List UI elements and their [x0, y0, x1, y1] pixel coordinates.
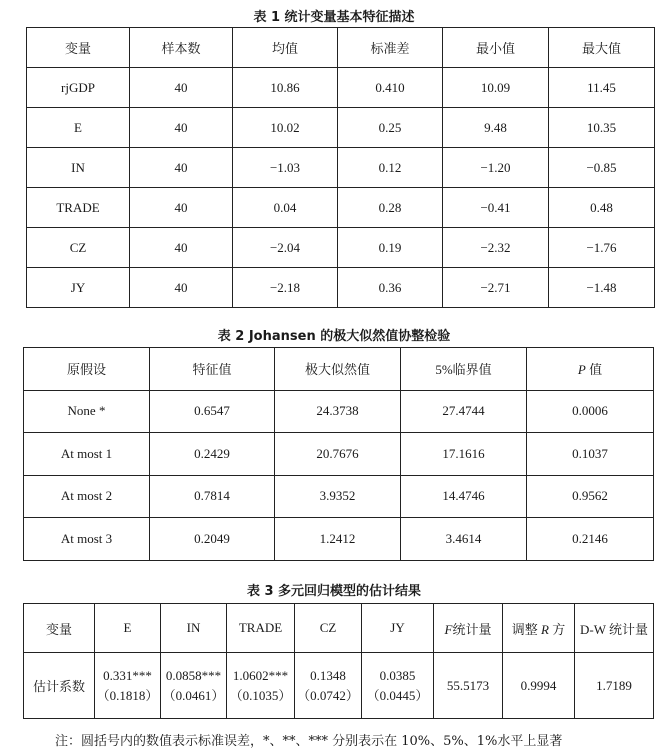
- table1-row: [27, 228, 655, 268]
- table1-row: [27, 268, 655, 308]
- header-mean: 均值: [233, 28, 338, 68]
- table1-header-row: [27, 28, 655, 68]
- value-cell: −1.20: [443, 148, 549, 188]
- value-cell: 0.9562: [527, 475, 654, 518]
- value-cell: 0.12: [338, 148, 443, 188]
- table1-basic-statistics: [26, 27, 655, 308]
- table2-johansen-test: [23, 347, 654, 561]
- coef-std-error: （0.0461）: [162, 687, 225, 703]
- value-cell: −2.04: [233, 228, 338, 268]
- value-cell: 10.35: [549, 108, 655, 148]
- variable-name-cell: JY: [27, 268, 130, 308]
- value-cell: 17.1616: [401, 433, 527, 476]
- value-cell: −1.48: [549, 268, 655, 308]
- table3-regression-results: [23, 603, 654, 719]
- value-cell: 24.3738: [275, 390, 401, 433]
- variable-name-cell: CZ: [27, 228, 130, 268]
- coef-value: 0.0385: [379, 667, 416, 683]
- table2-row: [24, 433, 654, 476]
- table2-row: [24, 518, 654, 561]
- value-cell: 27.4744: [401, 390, 527, 433]
- header-variable: 变量: [24, 604, 95, 653]
- header-critical-value: 5%临界值: [401, 348, 527, 391]
- f-stat-value: 55.5173: [434, 653, 503, 719]
- coef-jy: [362, 653, 434, 719]
- variable-name-cell: rjGDP: [27, 68, 130, 108]
- coef-value: 0.1348: [310, 667, 346, 683]
- coef-value: 0.0858***: [165, 667, 222, 683]
- value-cell: 0.6547: [150, 390, 275, 433]
- coef-value: 0.331***: [103, 667, 152, 683]
- adj-r2-value: 0.9994: [503, 653, 575, 719]
- variable-name-cell: E: [27, 108, 130, 148]
- value-cell: 9.48: [443, 108, 549, 148]
- hypothesis-cell: None *: [24, 390, 150, 433]
- header-cz: CZ: [295, 604, 362, 653]
- value-cell: 0.0006: [527, 390, 654, 433]
- value-cell: −0.41: [443, 188, 549, 228]
- table1-caption: 表 1 统计变量基本特征描述: [253, 10, 415, 25]
- value-cell: 0.36: [338, 268, 443, 308]
- value-cell: 0.2049: [150, 518, 275, 561]
- header-jy: JY: [362, 604, 434, 653]
- variable-name-cell: IN: [27, 148, 130, 188]
- header-trade: TRADE: [227, 604, 295, 653]
- value-cell: 0.25: [338, 108, 443, 148]
- value-cell: 40: [130, 68, 233, 108]
- variable-name-cell: TRADE: [27, 188, 130, 228]
- header-e: E: [95, 604, 161, 653]
- table1-row: [27, 68, 655, 108]
- value-cell: 40: [130, 188, 233, 228]
- coef-std-error: （0.0445）: [366, 687, 429, 703]
- dw-stat-value: 1.7189: [575, 653, 654, 719]
- coef-value: 1.0602***: [232, 667, 289, 683]
- value-cell: 10.86: [233, 68, 338, 108]
- table3-header-row: [24, 604, 654, 653]
- value-cell: 40: [130, 108, 233, 148]
- value-cell: 20.7676: [275, 433, 401, 476]
- coef-std-error: （0.0742）: [297, 687, 359, 703]
- value-cell: 3.9352: [275, 475, 401, 518]
- coef-in: [161, 653, 227, 719]
- value-cell: 0.2146: [527, 518, 654, 561]
- value-cell: 40: [130, 228, 233, 268]
- table-footnote: 注：圆括号内的数值表示标准误差，*、**、*** 分别表示在 10%、5%、1%水平上显著: [55, 734, 563, 749]
- header-std-dev: 标准差: [338, 28, 443, 68]
- row-label: 估计系数: [24, 653, 95, 719]
- header-eigenvalue: 特征值: [150, 348, 275, 391]
- coef-trade: [227, 653, 295, 719]
- value-cell: −1.76: [549, 228, 655, 268]
- coef-std-error: （0.1035）: [229, 687, 292, 703]
- header-max-likelihood: 极大似然值: [275, 348, 401, 391]
- table2-header-row: [24, 348, 654, 391]
- table1-row: [27, 188, 655, 228]
- table3-caption: 表 3 多元回归模型的估计结果: [246, 584, 422, 599]
- value-cell: 3.4614: [401, 518, 527, 561]
- header-f-statistic: F统计量: [434, 604, 503, 653]
- header-dw-statistic: D-W 统计量: [575, 604, 654, 653]
- table1-row: [27, 148, 655, 188]
- coef-std-error: （0.1818）: [96, 687, 159, 703]
- table2-row: [24, 390, 654, 433]
- value-cell: 40: [130, 268, 233, 308]
- coef-cz: [295, 653, 362, 719]
- value-cell: 10.09: [443, 68, 549, 108]
- value-cell: 10.02: [233, 108, 338, 148]
- value-cell: −2.18: [233, 268, 338, 308]
- header-min: 最小值: [443, 28, 549, 68]
- header-p-value: P 值: [527, 348, 654, 391]
- value-cell: 0.04: [233, 188, 338, 228]
- value-cell: 0.48: [549, 188, 655, 228]
- table2-row: [24, 475, 654, 518]
- value-cell: 0.7814: [150, 475, 275, 518]
- value-cell: 14.4746: [401, 475, 527, 518]
- value-cell: 1.2412: [275, 518, 401, 561]
- value-cell: 0.28: [338, 188, 443, 228]
- table1-row: [27, 108, 655, 148]
- hypothesis-cell: At most 3: [24, 518, 150, 561]
- value-cell: 0.19: [338, 228, 443, 268]
- header-adjusted-r-squared: 调整 R 方: [503, 604, 575, 653]
- header-variable: 变量: [27, 28, 130, 68]
- value-cell: 40: [130, 148, 233, 188]
- value-cell: −1.03: [233, 148, 338, 188]
- value-cell: 0.410: [338, 68, 443, 108]
- value-cell: 11.45: [549, 68, 655, 108]
- hypothesis-cell: At most 1: [24, 433, 150, 476]
- header-max: 最大值: [549, 28, 655, 68]
- header-in: IN: [161, 604, 227, 653]
- header-sample-size: 样本数: [130, 28, 233, 68]
- table2-caption: 表 2 Johansen 的极大似然值协整检验: [217, 329, 451, 344]
- value-cell: 0.2429: [150, 433, 275, 476]
- value-cell: −2.71: [443, 268, 549, 308]
- value-cell: 0.1037: [527, 433, 654, 476]
- coef-e: [95, 653, 161, 719]
- hypothesis-cell: At most 2: [24, 475, 150, 518]
- value-cell: −2.32: [443, 228, 549, 268]
- value-cell: −0.85: [549, 148, 655, 188]
- table3-coefficient-row: [24, 653, 654, 719]
- header-null-hypothesis: 原假设: [24, 348, 150, 391]
